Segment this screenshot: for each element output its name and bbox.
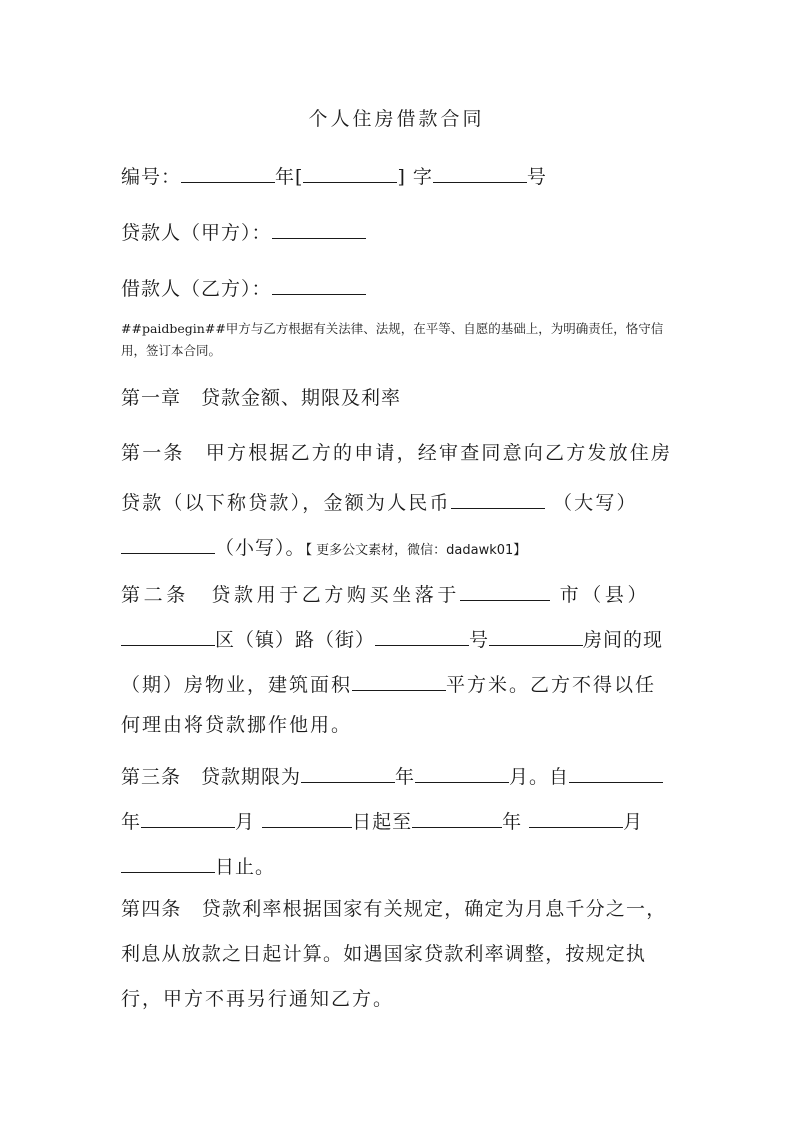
document-title: 个人住房借款合同 [308, 108, 485, 130]
start-year-blank [569, 760, 663, 783]
article-2-line-2 [121, 623, 681, 652]
article-1-line-3 [121, 531, 681, 563]
borrower-blank [272, 272, 366, 295]
article-2-location-label: 第二条 贷款用于乙方购买坐落于 [121, 584, 461, 606]
article-1-capital-text: （大写） [552, 492, 638, 514]
lender-label: 贷款人（甲方）： [121, 222, 272, 244]
article-4-line-3: 行，甲方不再另行通知乙方。 [121, 988, 395, 1010]
article-1-amount-label: 贷款（以下称贷款），金额为人民币 [121, 492, 451, 514]
amount-capital-blank [451, 486, 545, 509]
term-months-blank [415, 760, 509, 783]
start-day-blank [262, 805, 352, 828]
end-day-text: 日止。 [215, 856, 276, 878]
lender-blank [272, 216, 366, 239]
end-month-blank [529, 805, 623, 828]
city-blank [460, 578, 550, 601]
preamble-paragraph: ##paidbegin##甲方与乙方根据有关法律、法规，在平等、自愿的基础上，为明确责任，恪守信用，签订本合同。 [121, 321, 664, 358]
article-4-line-1: 第四条 贷款利率根据国家有关规定，确定为月息千分之一， [121, 898, 667, 920]
room-blank [489, 623, 583, 646]
article-1-line-2 [121, 486, 681, 515]
number-zi-text: 字 [412, 166, 433, 188]
article-3-term-label: 第三条 贷款期限为 [121, 766, 302, 788]
article-2-hao-text: 号 [469, 629, 490, 651]
borrower-label: 借款人（乙方）： [121, 278, 272, 300]
article-3-line-3 [121, 850, 681, 879]
start-year-text: 年 [121, 811, 142, 833]
article-3-line-1 [121, 760, 681, 789]
number-label: 编号： [121, 166, 182, 188]
article-3-month-from-text: 月。自 [509, 766, 570, 788]
start-month-text: 月 [235, 811, 256, 833]
number-close-bracket: ] [397, 166, 406, 188]
end-year-text: 年 [502, 811, 523, 833]
term-years-blank [301, 760, 395, 783]
end-day-blank [121, 850, 215, 873]
article-3-year-text: 年 [395, 766, 416, 788]
article-2-district-text: 区（镇）路（街） [215, 629, 376, 651]
promo-note: 【 更多公文素材，微信：dadawk01】 [305, 543, 527, 558]
district-blank [121, 623, 215, 646]
article-2-line-1 [121, 578, 681, 607]
road-blank [375, 623, 469, 646]
number-year-blank [181, 160, 275, 183]
article-2-city-text: 市（县） [559, 584, 651, 606]
article-4-line-2: 利息从放款之日起计算。如遇国家贷款利率调整，按规定执 [121, 943, 647, 965]
start-day-to-text: 日起至 [352, 811, 413, 833]
article-2-line-3 [121, 668, 681, 697]
lender-line [121, 216, 681, 245]
contract-number-line [121, 160, 681, 189]
amount-numeric-blank [121, 531, 215, 554]
end-year-blank [412, 805, 502, 828]
article-1-numeric-text: （小写）。 [215, 537, 306, 559]
chapter-1-heading: 第一章 贷款金额、期限及利率 [121, 387, 402, 409]
area-blank [352, 668, 446, 691]
article-2-line-4: 何理由将贷款挪作他用。 [121, 714, 353, 736]
number-seq-blank [433, 160, 527, 183]
article-2-area-label: （期）房物业，建筑面积 [121, 674, 353, 696]
article-2-area-text: 平方米。乙方不得以任 [446, 674, 657, 696]
article-2-room-text: 房间的现 [583, 629, 664, 651]
number-code-blank [303, 160, 397, 183]
number-year-text: 年[ [275, 166, 304, 188]
start-month-blank [141, 805, 235, 828]
article-1-line-1: 第一条 甲方根据乙方的申请，经审查同意向乙方发放住房 [121, 442, 673, 464]
end-month-text: 月 [623, 811, 644, 833]
number-hao-text: 号 [526, 166, 547, 188]
borrower-line [121, 272, 681, 301]
article-3-line-2 [121, 805, 681, 834]
